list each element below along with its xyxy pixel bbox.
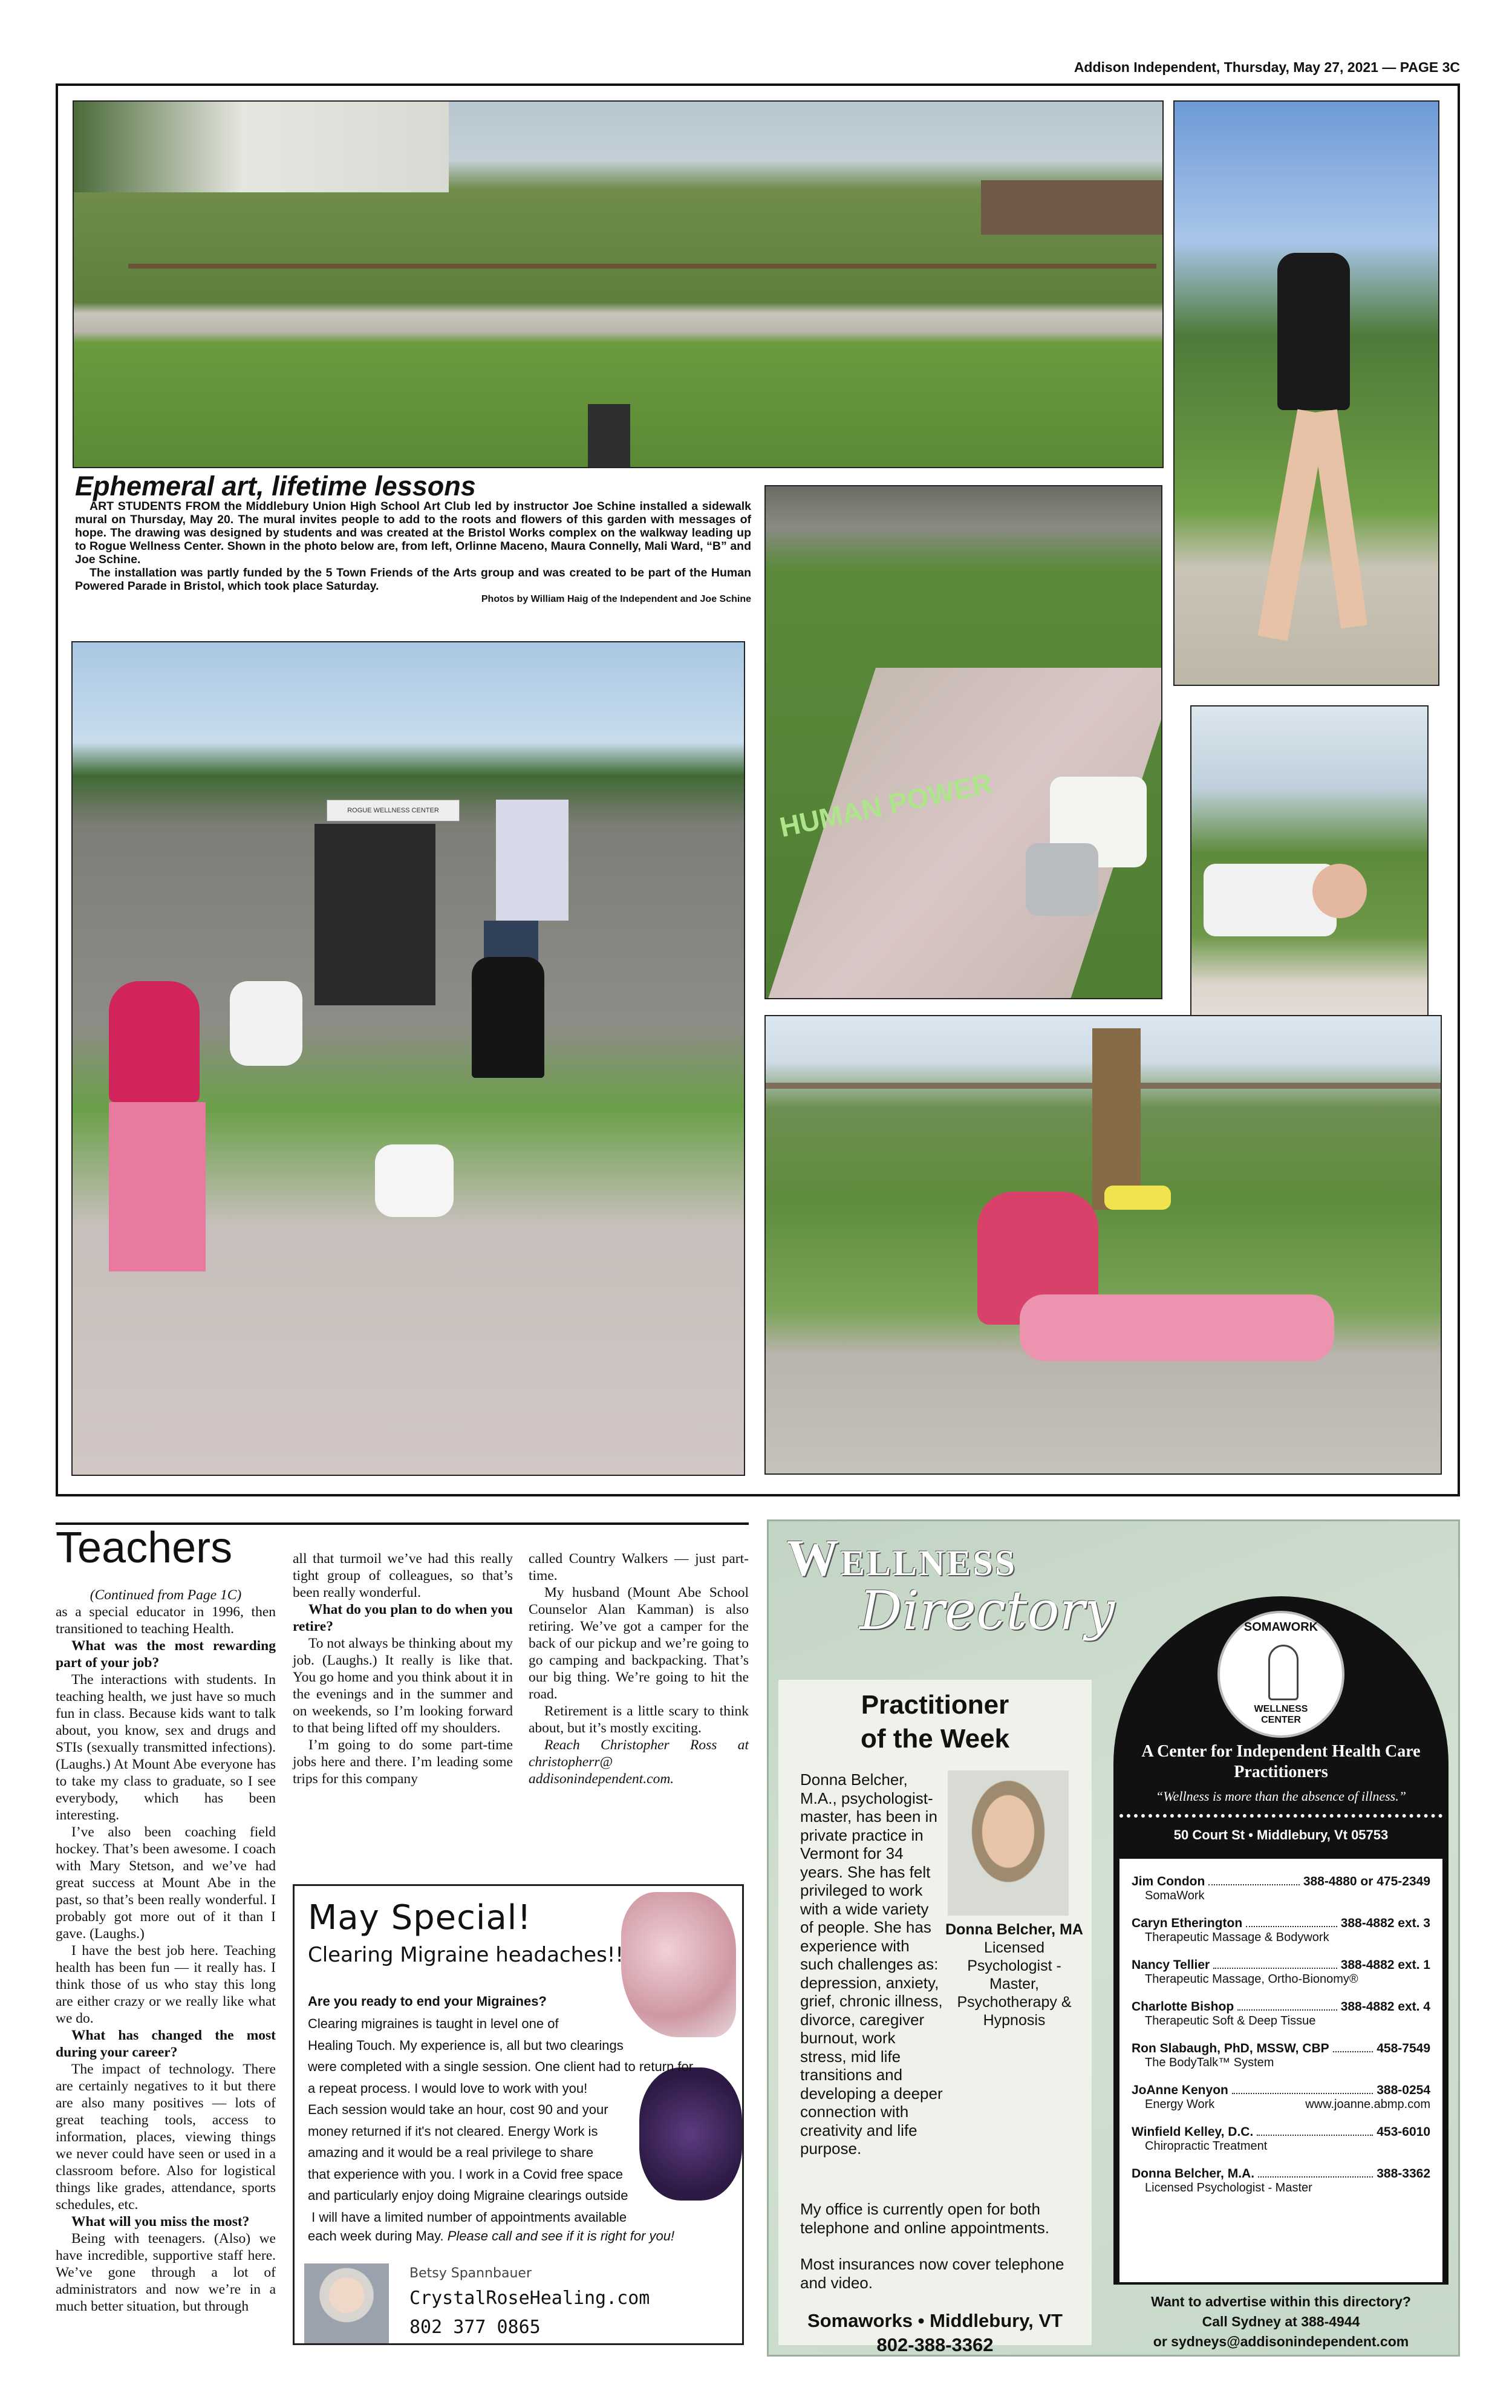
teachers-column-2 xyxy=(293,1550,513,1787)
paragraph: called Country Walkers — just part-time. xyxy=(529,1551,749,1584)
practitioner-phone: 388-4882 ext. 3 xyxy=(1340,1916,1430,1930)
paragraph: I’m going to do some part-time jobs here and there. I’m leading some trips for this company xyxy=(293,1737,513,1787)
practitioner-name: Winfield Kelley, D.C. xyxy=(1132,2125,1254,2139)
somawork-tagline: “Wellness is more than the absence of illness.” xyxy=(1156,1789,1406,1804)
ad-line: Each session would take an hour, cost 90 and your xyxy=(308,2102,608,2117)
rogue-wellness-sign: ROGUE WELLNESS CENTER xyxy=(327,800,460,821)
photo-girl-drawing xyxy=(1190,705,1429,1034)
practitioner-phone: 458-7549 xyxy=(1377,2041,1430,2055)
practitioner-entry xyxy=(1132,1916,1430,1945)
practitioner-specialty: Energy Work xyxy=(1145,2098,1215,2111)
ad-last-italic: Please call and see if it is right for you! xyxy=(447,2228,675,2243)
potw-title: Practitioner of the Week xyxy=(860,1690,1010,1754)
ad-website[interactable]: CrystalRoseHealing.com xyxy=(409,2288,650,2309)
somawork-logo: SOMAWORK WELLNESS CENTER xyxy=(1217,1611,1344,1738)
column-2-body xyxy=(293,1550,513,1787)
practitioner-phone: 388-0254 xyxy=(1377,2083,1430,2097)
practitioner-entry xyxy=(1132,2167,1430,2195)
practitioner-specialty: Therapeutic Soft & Deep Tissue xyxy=(1145,2014,1316,2028)
ad-line: Healing Touch. My experience is, all but two clearings xyxy=(308,2037,624,2053)
ad-line: a repeat process. I would love to work with you! xyxy=(308,2080,588,2096)
ad-title: May Special! xyxy=(308,1898,532,1937)
photo-girls-walkway xyxy=(764,485,1162,999)
photo-group-walkway xyxy=(71,641,745,1476)
caption-paragraph-2: The installation was partly funded by the 5 Town Friends of the Arts group and was created to be part of the Human Powered Parade in Bristol, which took place Saturday. xyxy=(75,566,751,593)
practitioner-entry xyxy=(1132,1875,1430,1903)
practitioner-entry xyxy=(1132,2083,1430,2112)
ad-line: that experience with you. I work in a Covid free space xyxy=(308,2166,623,2182)
ad-last-plain: each week during May. xyxy=(308,2228,448,2243)
paragraph: To not always be thinking about my job. (Laughs.) It really is like that. You go home and you think about it in the evenings and in the summer and on weekends, so I’m looking forward to that being lifted off my shoulders. xyxy=(293,1636,513,1736)
practitioner-name: Ron Slabaugh, PhD, MSSW, CBP xyxy=(1132,2041,1329,2055)
teachers-column-1 xyxy=(56,1587,276,2315)
potw-body xyxy=(800,1770,1072,2158)
paragraph: as a special educator in 1996, then transitioned to teaching Health. xyxy=(56,1604,276,1637)
paragraph: My husband (Mount Abe School Counselor Alan Kamman) is also retiring. We’ve got a camper for the back of our pickup and we’re going to go camping and backpacking. That’s our big thing. We’re going to hit the road. xyxy=(529,1585,749,1702)
advertise-note: Want to advertise within this directory? Call Sydney at 388-4944 or sydneys@addisonindependent.com xyxy=(1113,2292,1448,2352)
photo-sitting-girl xyxy=(764,1015,1442,1475)
ad-question: Are you ready to end your Migraines? xyxy=(308,1994,547,2009)
practitioner-phone: 453-6010 xyxy=(1377,2125,1430,2139)
potw-insurance-note: Most insurances now cover telephone and video. xyxy=(800,2255,1064,2292)
question: What was the most rewarding part of your job? xyxy=(56,1638,276,1671)
ad-last-line xyxy=(308,2228,674,2244)
paragraph: I’ve also been coaching field hockey. That’s been awesome. I coach with Mary Stetson, and we’ve had great success at Mount Abe in the past, so that’s been really wonderful. I probably got more out of it than I gave. (Laughs.) xyxy=(56,1824,276,1942)
practitioner-entry xyxy=(1132,2125,1430,2153)
practitioner-name: Donna Belcher, M.A. xyxy=(1132,2167,1255,2181)
photo-sidewalk-wide xyxy=(73,100,1164,468)
somawork-address: 50 Court St • Middlebury, Vt 05753 xyxy=(1173,1827,1389,1842)
ad-line: and particularly enjoy doing Migraine clearings outside xyxy=(308,2188,628,2203)
continued-note: (Continued from Page 1C) xyxy=(90,1587,242,1603)
betsy-avatar xyxy=(304,2263,389,2345)
ad-line: were completed with a single session. One client had to return for xyxy=(308,2059,694,2074)
dot-divider xyxy=(1119,1814,1442,1820)
potw-body-1: Donna Belcher, M.A., psychologist-master, has been in private practice in Vermont for 34 years. She has felt privileged to work with a wide variety of people. She has experience with such challenges as: depression, anxiety, grief, chronic illness, divorce, caregiver burnout, work stress, mid life transitions and developing a deeper connection with creativity and life purpose. xyxy=(800,1770,943,2158)
practitioner-name: Caryn Etherington xyxy=(1132,1916,1243,1930)
practitioner-entry xyxy=(1132,1958,1430,1986)
practitioner-specialty: SomaWork xyxy=(1145,1889,1205,1902)
column-3-body xyxy=(529,1550,749,1787)
practitioner-name: Charlotte Bishop xyxy=(1132,2000,1234,2014)
somawork-title: A Center for Independent Health Care Practitioners xyxy=(1141,1742,1421,1781)
question: What do you plan to do when you retire? xyxy=(293,1602,513,1634)
practitioner-phone: 388-4880 or 475-2349 xyxy=(1303,1875,1430,1888)
paragraph: The impact of technology. There are certainly negatives to it but there are also many positives — lots of great teaching tools, access to information, places, viewing things we never could have seen or used in a classroom before. Also for logistical things like grades, attendance, sports schedules, etc. xyxy=(56,2061,276,2213)
question: What will you miss the most? xyxy=(71,2214,250,2230)
paragraph: Being with teenagers. (Also) we have incredible, supportive staff here. We’ve gone through a lot of administrators and now we’re in a much better situation, but through xyxy=(56,2231,276,2314)
paragraph: Reach Christopher Ross at christopherr@ addisonindependent.com. xyxy=(529,1737,749,1787)
donna-caption: Donna Belcher, MA Licensed Psychologist - Master, Psychotherapy & Hypnosis xyxy=(945,1921,1083,2029)
paragraph: Retirement is a little scary to think about, but it’s mostly exciting. xyxy=(529,1703,749,1736)
somawork-panel xyxy=(1113,1596,1448,2285)
practitioner-specialty: The BodyTalk™ System xyxy=(1145,2056,1274,2069)
practitioner-of-week xyxy=(778,1680,1092,2355)
practitioner-name: Nancy Tellier xyxy=(1132,1958,1210,1972)
ad-phone: 802 377 0865 xyxy=(409,2317,541,2338)
practitioner-specialty: Therapeutic Massage, Ortho-Bionomy® xyxy=(1145,1972,1358,1986)
photo-girl-stepping xyxy=(1173,100,1439,686)
potw-body-3 xyxy=(800,2200,1072,2292)
photo-credit: Photos by William Haig of the Independent and Joe Schine xyxy=(481,594,751,604)
practitioner-name: JoAnne Kenyon xyxy=(1132,2083,1228,2097)
practitioner-entry xyxy=(1132,2000,1430,2028)
wellness-directory xyxy=(767,1519,1460,2357)
potw-office-note: My office is currently open for both telephone and online appointments. xyxy=(800,2200,1049,2237)
ad-subtitle: Clearing Migraine headaches!! xyxy=(308,1943,624,1967)
practitioner-phone: 388-3362 xyxy=(1377,2167,1430,2181)
caption-paragraph-1: ART STUDENTS FROM the Middlebury Union High School Art Club led by instructor Joe Schine installed a sidewalk mural on Thursday, May 20. The mural invites people to add to the roots and flowers of this garden with messages of hope. The drawing was designed by students and was created at the Bristol Works complex on the walkway leading up to Rogue Wellness Center. Shown in the photo below are, from left, Orlinne Maceno, Maura Connelly, Mali Ward, “B” and Joe Schine. xyxy=(75,500,751,566)
ad-body xyxy=(308,2013,731,2228)
practitioner-specialty: Chiropractic Treatment xyxy=(1145,2139,1268,2153)
practitioner-specialty: Therapeutic Massage & Bodywork xyxy=(1145,1931,1329,1944)
teachers-column-3 xyxy=(529,1550,749,1787)
column-1-body xyxy=(56,1604,276,2315)
practitioner-name: Jim Condon xyxy=(1132,1875,1205,1888)
paragraph: all that turmoil we’ve had this really tight group of colleagues, so that’s been really wonderful. xyxy=(293,1551,513,1600)
ad-line: Clearing migraines is taught in level one of xyxy=(308,2016,559,2031)
potw-footer: Somaworks • Middlebury, VT 802-388-3362 xyxy=(807,2310,1063,2355)
somawork-figure-icon xyxy=(1268,1645,1299,1700)
photo-story-headline: Ephemeral art, lifetime lessons xyxy=(75,471,476,501)
ad-line: money returned if it's not cleared. Energy Work is xyxy=(308,2123,598,2139)
practitioner-list xyxy=(1119,1859,1442,2282)
photo-story-caption xyxy=(75,500,751,606)
advertise-email[interactable]: or sydneys@addisonindependent.com xyxy=(1153,2334,1409,2349)
teachers-headline: Teachers xyxy=(56,1524,233,1572)
paragraph: I have the best job here. Teaching health has been fun — it really has. I think those of us who stay this long are either crazy or we really like what we do. xyxy=(56,1943,276,2026)
question: What has changed the most during your career? xyxy=(56,2028,276,2060)
practitioner-phone: 388-4882 ext. 1 xyxy=(1340,1958,1430,1972)
may-special-ad xyxy=(293,1884,744,2345)
wellness-subtitle: Directory xyxy=(859,1579,1115,1642)
ad-line: amazing and it would be a real privilege to share xyxy=(308,2145,594,2160)
ad-name: Betsy Spannbauer xyxy=(409,2266,532,2281)
practitioner-phone: 388-4882 ext. 4 xyxy=(1340,2000,1430,2014)
paragraph: The interactions with students. In teaching health, we just have so much fun in class. Because kids want to talk about, you know, sex and drugs and STIs (sexually transmitted infections). (Laughs.) At Mount Abe everyone has to take my class to graduate, so I see everybody, which has been interesting. xyxy=(56,1672,276,1823)
ad-line: I will have a limited number of appointments available xyxy=(308,2209,627,2225)
practitioner-specialty: Licensed Psychologist - Master xyxy=(1145,2181,1312,2194)
practitioner-website[interactable]: www.joanne.abmp.com xyxy=(1305,2098,1430,2111)
chalk-human-power-text: HUMAN POWER xyxy=(777,767,996,843)
practitioner-entry xyxy=(1132,2041,1430,2070)
page-header: Addison Independent, Thursday, May 27, 2021 — PAGE 3C xyxy=(1074,59,1460,75)
wellness-title: Wellness xyxy=(787,1529,1017,1587)
